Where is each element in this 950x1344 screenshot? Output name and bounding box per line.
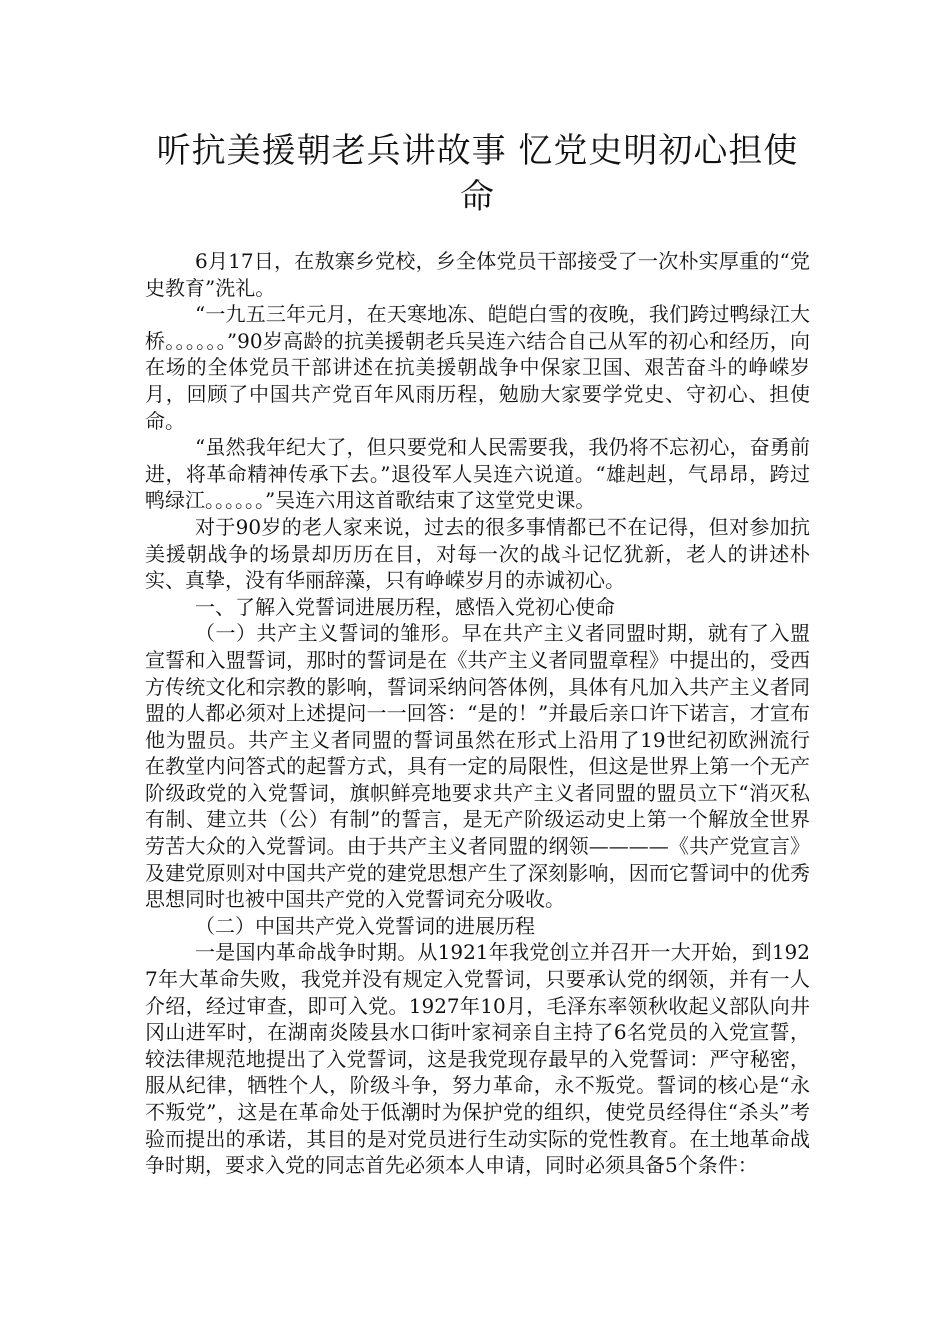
paragraph-veteran-story: “一九五三年元月，在天寒地冻、皑皑白雪的夜晚，我们跨过鸭绿江大桥。。。。。。”90岁高龄的抗美援朝老兵吴连六结合自己从军的初心和经历，向在场的全体党员干部讲述在抗美援朝战争中保家卫国、艰苦奋斗的峥嵘岁月，回顾了中国共产党百年风雨历程，勉励大家要学党史、守初心、担使命。: [145, 302, 810, 433]
document-page: [145, 128, 810, 1179]
document-title: 听抗美援朝老兵讲故事 忆党史明初心担使命: [156, 131, 799, 217]
subsection-heading-2: （二）中国共产党入党誓词的进展历程: [195, 913, 535, 938]
paragraph-veteran-quote: “虽然我年纪大了，但只要党和人民需要我，我仍将不忘初心，奋勇前进，将革命精神传承下去。”退役军人吴连六说道。“雄赳赳，气昂昂，跨过鸭绿江。。。。。。”吴连六用这首歌结束了这堂党史课。: [145, 435, 810, 513]
paragraph-intro: 6月17日，在敖寨乡党校，乡全体党员干部接受了一次朴实厚重的“党史教育”洗礼。: [145, 249, 810, 300]
paragraph-revolution-period: 一是国内革命战争时期。从1921年我党创立并召开一大开始，到1927年大革命失败，我党并没有规定入党誓词，只要承认党的纲领，并有一人介绍，经过审查，即可入党。1927年10月，毛泽东率领秋收起义部队向井冈山进军时，在湖南炎陵县水口街叶家祠亲自主持了6名党员的入党宣誓，较法律规范地提出了入党誓词，这是我党现存最早的入党誓词：严守秘密，服从纪律，牺牲个人，阶级斗争，努力革命，永不叛党。誓词的核心是“永不叛党”，这是在革命处于低潮时为保护党的组织，使党员经得住“杀头”考验而提出的承诺，其目的是对党员进行生动实际的党性教育。在土地革命战争时期，要求入党的同志首先必须本人申请，同时必须具备5个条件：: [145, 940, 810, 1178]
section-heading-1: 一、了解入党誓词进展历程，感悟入党初心使命: [195, 594, 615, 619]
document-body: [145, 248, 810, 1179]
paragraph-memory: 对于90岁的老人家来说，过去的很多事情都已不在记得，但对参加抗美援朝战争的场景却历历在目，对每一次的战斗记忆犹新，老人的讲述朴实、真挚，没有华丽辞藻，只有峥嵘岁月的赤诚初心。: [145, 514, 810, 593]
paragraph-oath-origin: （一）共产主义誓词的雏形。早在共产主义者同盟时期，就有了入盟宣誓和入盟誓词，那时的誓词是在《共产主义者同盟章程》中提出的，受西方传统文化和宗教的影响，誓词采纳问答体例，具体有凡加入共产主义者同盟的人都必须对上述提问一一回答：“是的！”并最后亲口许下诺言，才宣布他为盟员。共产主义者同盟的誓词虽然在形式上沿用了19世纪初欧洲流行在教堂内问答式的起誓方式，具有一定的局限性，但这是世界上第一个无产阶级政党的入党誓词，旗帜鲜亮地要求共产主义者同盟的盟员立下“消灭私有制、建立共（公）有制”的誓言，是无产阶级运动史上第一个解放全世界劳苦大众的入党誓词。由于共产主义者同盟的纲领————《共产党宣言》及建党原则对中国共产党的建党思想产生了深刻影响，因而它誓词中的优秀思想同时也被中国共产党的入党誓词充分吸收。: [145, 621, 810, 912]
